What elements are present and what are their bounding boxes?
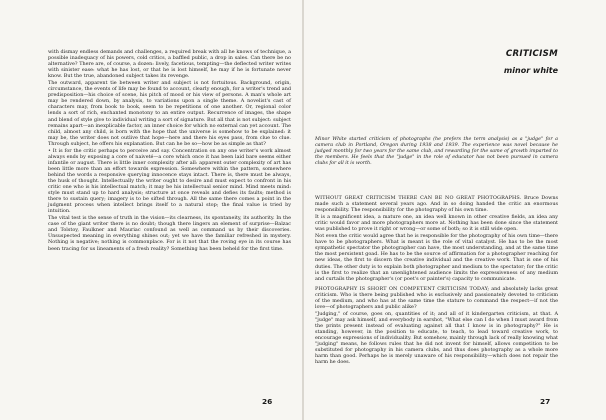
section-title: CRITICISM: [505, 49, 558, 59]
paragraph-body: It is a magnificent idea, a mature one, an idea well known in other creative fields, an idea any critic would favor and more photographers more at. Nothing has been done since the statement was published to prove it right or wrong—or some of both; so it is still wide open.: [315, 214, 558, 233]
right-paragraph: [315, 233, 558, 281]
intro-note: Minor White started criticism of photographs (he prefers the term analysis) as a "judge" for a camera club in Portland, Oregon during 1938 and 1939. The experience was novel because he judged monthly for two years for the same club, and rewarding for the same of growth imparted to the members. He feels that the "judge" in the role of educator has not been pursued in camera clubs for all it is worth.: [315, 137, 558, 166]
page-gutter: [302, 0, 304, 420]
paragraph-body: Not even the critic would agree that he is responsible for the photography of his own time—there have to be photographers. What is meant is the role of vital catalyst. He has to be the most sympathetic spectator the photographer can have, the most understanding, and at the same time the most persistent goad. He has to be the source of affirmation for a photographer reaching for new ideas, the first to discern the creative individual and the creative work. That is one of his duties. The other duty is to explain both photographer and medium to the spectator; for the critic is the first to realize that an unenlightened audience limits the expressiveness of any medium and curtails the photographer's (or poet's or painter's) capacity to communicate.: [315, 233, 558, 282]
paragraph-body: and absolutely lacks great criticism. Who is there being published who is exclusively and passionately devoted to criticism of the medium, and who has at the same time the stature to command the respect—if not the love—of photographers and public alike?: [315, 285, 558, 310]
right-paragraph: [315, 195, 558, 213]
paragraph-body: Bruce Downs made such a statement several years ago. And in so doing handed the critic an enormous responsibility. The responsibility for the photography of his own time.: [315, 195, 558, 214]
left-paragraph: • It is for the critic perhaps to perceive and say. Concentration on any one writer's work almost always ends by exposing a core of naiveté—a core which once it has been laid bare seems either infantile or august. There is little inner complexity after all: apparent outer complexity of art has been little more than an effort towards expression. Somewhere within the pattern, somewhere behind the words a responsive querying innocence stays intact. There is, there must be always, the husk of thought. Intellectually the writer ought to desire and must expect to confront in his critic one who is his intellectual match; it may be his intellectual senior mind. Mind meets mind: style must stand up to hard analysis; structure at once reveals and defies its faults; method is there to sustain query; imagery is to be sifted through. All the same there comes a point in the judgment process when intellect brings itself to a natural stop; the final value is tried by intuition.: [48, 147, 291, 215]
page-number-left: 26: [262, 397, 273, 406]
paragraph-lead: WITHOUT GREAT CRITICISM THERE CAN BE NO GREAT PHOTOGRAPHS.: [315, 195, 522, 201]
right-paragraph: [315, 286, 558, 310]
left-paragraph: with dismay endless demands and challenges, a required break with all he knows of technique, a possible inadequacy of his powers, cold critics, a baffled public, a drop in sales. Can there be no alternative? There are, of course, a dozen: lively, facetious, tempting—the deflected writer writes with sinister ease: what he has lost, or that he is lost himself, he may if he is fortunate never know. But the true, abandoned subject takes its revenge.: [48, 49, 291, 80]
author-byline: minor white: [503, 66, 558, 75]
left-paragraph: The outward, apparent tie between writer and subject is not fortuitous. Background, origin, circumstance, the events of life may be found to account, clearly enough, for a writer's trend and predisposition—his choice of scene, his pitch of mood or his view of persons. A man's whole art may be rendered down, by analysis, to variations upon a single theme. A novelist's cast of characters may, from book to book, seem to be repetitions of one another. Or, regional color lends a sort of rich, enchanted monotony to an entire output. Recurrence of images, the shape and blend of style give to individual writing a sort of signature. But all that is not subject: subject remains apart—an inexplicable factor, an inner choice for which no external can yet account. The child, almost any child, is born with the hope that the universe is somehow to be explained: it may be, the writer does not outlive that hope—here and there his eyes pass, from clue to clue. Through subject, he offers his explanation. But can he be so—how be as simple as that?: [48, 80, 291, 147]
left-page-text: [48, 49, 291, 252]
paragraph-body: "Judging," of course, goes on, quantities of it; and all of it kindergarten criticism, at that. A "judge" may ask himself, and everybody in earshot, "What else can I do when I must award from the prints present instead of evaluating against all that I know is in photography?" He is standing, however, in the position to educate, to teach, to lead toward creative work, to encourage expressions of individuality. But somehow, mainly through lack of really knowing what "judging" means, he follows rules that he did not invent for himself, allows competition to be substituted for photography in his camera clubs, and thus does photography as a whole more harm than good. Perhaps he is merely unaware of his responsibility—which does not repair the harm he does.: [315, 310, 558, 366]
right-paragraph: [315, 311, 558, 365]
left-paragraph: The vital test is the sense of truth in the vision—its clearness, its spontaneity, its authority. In the case of the giant writer there is no doubt; though there lingers an element of surprise—Balzac and Tolstoy, Faulkner and Mauriac confound as well as command us by their discoveries. Unsuspected meaning in everything shines out; yet we have the familiar refreshed in mystery. Nothing is negative; nothing is commonplace. For is it not that the roving eye in its course has been tracing for us lineaments of a fresh reality? Something has been beheld for the first time.: [48, 215, 291, 252]
right-page-text: [315, 195, 558, 365]
page-number-right: 27: [540, 397, 551, 406]
right-paragraph: [315, 214, 558, 232]
paragraph-lead: PHOTOGRAPHY IS SHORT ON COMPETENT CRITICISM TODAY;: [315, 285, 490, 292]
